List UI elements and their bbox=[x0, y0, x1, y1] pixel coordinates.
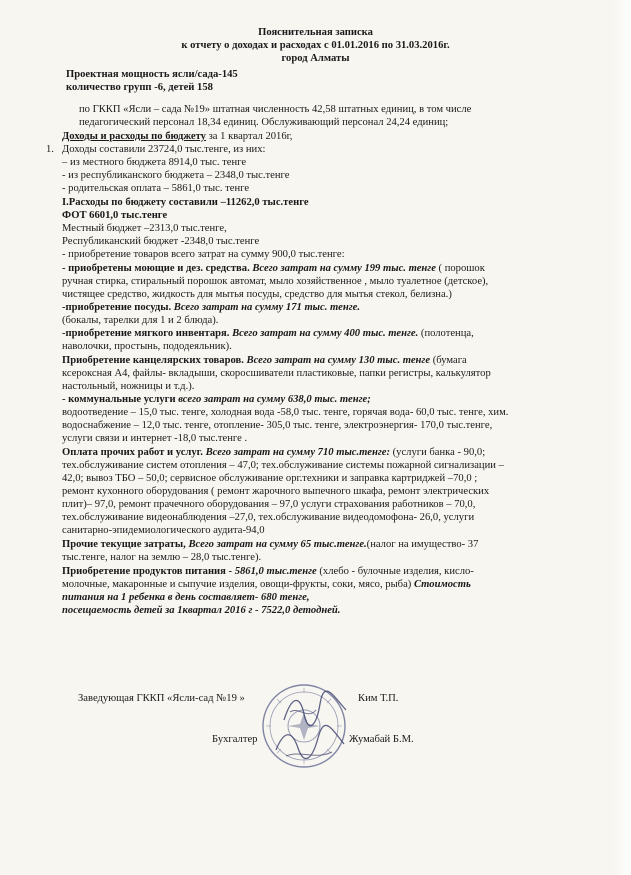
utilities-line-3: водоснабжение – 12,0 тыс. тенге, отопление- 305,0 тыс. тенге, электроэнергия- 170,0 тыс.тенге, bbox=[62, 420, 493, 431]
income-republic: - из республиканского бюджета – 2348,0 тыс.тенге bbox=[62, 170, 290, 181]
other-works-rest: (услуги банка - 90,0; bbox=[389, 447, 486, 458]
other-works-line-4: ремонт кухонного оборудования ( ремонт жарочного выпечного шкафа, ремонт электрических bbox=[62, 486, 490, 497]
detergents-line-3: чистящее средство, жидкость для мытья посуды, средство для мытья стекол, белизна.) bbox=[62, 289, 452, 300]
other-works-sum: Всего затрат на сумму 710 тыс.тенге: bbox=[202, 447, 390, 458]
income-heading bbox=[62, 131, 292, 144]
accountant-name: Жумабай Б.М. bbox=[349, 734, 414, 745]
soft-inventory-sum: Всего затрат на сумму 400 тыс. тенге. bbox=[229, 328, 419, 339]
soft-inventory-rest: (полотенца, bbox=[418, 328, 474, 339]
capacity-line: Проектная мощность ясли/сада-145 bbox=[66, 69, 238, 80]
soft-inventory-line-2: наволочки, простынь, пододеяльник). bbox=[62, 341, 232, 352]
other-works-line-5: плит)– 97,0, ремонт прачечного оборудования – 97,0 услуги страхования работников – 70,0, bbox=[62, 499, 476, 510]
dishes-line-2: (бокалы, тарелки для 1 и 2 блюда). bbox=[62, 315, 219, 326]
director-name: Ким Т.П. bbox=[358, 693, 399, 704]
utilities-bold: - коммунальные услуги bbox=[62, 394, 176, 405]
current-costs-line-1 bbox=[62, 539, 478, 552]
stationery-line-1 bbox=[62, 355, 467, 368]
food-line-4: посещаемость детей за 1квартал 2016 г - 7522,0 детодней. bbox=[62, 605, 341, 616]
utilities-line-1 bbox=[62, 394, 371, 407]
soft-inventory-bold: -приобретение мягкого инвентаря. bbox=[62, 328, 230, 339]
food-sum: 5861,0 тыс.тенге bbox=[232, 566, 317, 577]
stationery-line-2: ксероксная А4, файлы- вкладыши, скоросшиватели пластиковые, папки регистры, калькулятор bbox=[62, 368, 491, 379]
scan-edge-shade bbox=[612, 0, 631, 875]
food-line-1 bbox=[62, 566, 474, 579]
income-heading-bold: Доходы и расходы по бюджету bbox=[62, 131, 206, 142]
food-line-3: питания на 1 ребенка в день составляет- 680 тенге, bbox=[62, 592, 310, 603]
groups-line: количество групп -6, детей 158 bbox=[66, 82, 213, 93]
detergents-bold: - приобретены моющие и дез. средства. bbox=[62, 263, 250, 274]
staff-line-1: по ГККП «Ясли – сада №19» штатная численность 42,58 штатных единиц, в том числе bbox=[79, 104, 472, 115]
other-works-line-1 bbox=[62, 447, 485, 460]
income-parents: - родительская оплата – 5861,0 тыс. тенге bbox=[62, 183, 250, 194]
utilities-line-2: водоотведение – 15,0 тыс. тенге, холодная вода -58,0 тыс. тенге, горячая вода- 60,0 тыс. тенге, хим. bbox=[62, 407, 509, 418]
utilities-sum: всего затрат на сумму 638,0 тыс. тенге; bbox=[175, 394, 371, 405]
dishes-sum: Всего затрат на сумму 171 тыс. тенге. bbox=[171, 302, 360, 313]
expenses-republic: Республиканский бюджет -2348,0 тыс.тенге bbox=[62, 236, 260, 247]
other-works-line-3: 42,0; вывоз ТБО – 50,0; сервисное обслуживание орг.техники и заправка картриджей –70,0 ; bbox=[62, 473, 478, 484]
expenses-fot: ФОТ 6601,0 тыс.тенге bbox=[62, 210, 168, 221]
accountant-signature bbox=[270, 720, 350, 765]
other-works-line-6: тех.обслуживание видеонаблюдения –27,0, тех.обслуживание видеодомофона- 26,0, услуги bbox=[62, 512, 475, 523]
other-works-line-7: санитарно-эпидемиологического аудита-94,0 bbox=[62, 525, 265, 536]
income-heading-rest: за 1 квартал 2016г, bbox=[205, 131, 293, 142]
food-rest: (хлебо - булочные изделия, кисло- bbox=[316, 566, 474, 577]
current-costs-bold: Прочие текущие затраты, bbox=[62, 539, 186, 550]
stationery-line-3: настольный, ножницы и т.д.). bbox=[62, 381, 195, 392]
food-bold: Приобретение продуктов питания - bbox=[62, 566, 233, 577]
utilities-line-4: услуги связи и интернет -18,0 тыс.тенге . bbox=[62, 433, 248, 444]
detergents-line-1 bbox=[62, 263, 485, 276]
dishes-bold: -приобретение посуды. bbox=[62, 302, 172, 313]
stationery-rest: (бумага bbox=[430, 355, 467, 366]
director-label: Заведующая ГККП «Ясли-сад №19 » bbox=[78, 693, 245, 704]
food-items: молочные, макаронные и сыпучие изделия, овощи-фрукты, соки, мясо, рыба) bbox=[62, 579, 412, 590]
detergents-line-2: ручная стирка, стиральный порошок автомат, мыло хозяйственное , мыло туалетное (детское), bbox=[62, 276, 489, 287]
expenses-local: Местный бюджет –2313,0 тыс.тенге, bbox=[62, 223, 227, 234]
income-number: 1. bbox=[46, 144, 54, 155]
detergents-sum: Всего затрат на сумму 199 тыс. тенге bbox=[249, 263, 436, 274]
current-costs-rest: (налог на имущество- 37 bbox=[366, 539, 479, 550]
stationery-bold: Приобретение канцелярских товаров. bbox=[62, 355, 244, 366]
other-works-bold: Оплата прочих работ и услуг. bbox=[62, 447, 203, 458]
soft-inventory-line-1 bbox=[62, 328, 474, 341]
current-costs-sum: Всего затрат на сумму 65 тыс.тенге. bbox=[185, 539, 367, 550]
doc-city: город Алматы bbox=[281, 53, 350, 64]
stationery-sum: Всего затрат на сумму 130 тыс. тенге bbox=[243, 355, 431, 366]
current-costs-line-2: тыс.тенге, налог на землю – 28,0 тыс.тенге). bbox=[62, 552, 262, 563]
dishes-line-1 bbox=[62, 302, 360, 315]
accountant-label: Бухгалтер bbox=[212, 734, 258, 745]
food-line-2 bbox=[62, 579, 471, 592]
expenses-total: I.Расходы по бюджету составили –11262,0 тыс.тенге bbox=[62, 197, 309, 208]
doc-subtitle: к отчету о доходах и расходах с 01.01.2016 по 31.03.2016г. bbox=[181, 40, 450, 51]
detergents-rest: ( порошок bbox=[435, 263, 485, 274]
food-cost-label: Стоимость bbox=[411, 579, 471, 590]
other-works-line-2: тех.обслуживание систем отопления – 47,0; тех.обслуживание системы пожарной сигнализации – bbox=[62, 460, 504, 471]
income-total: Доходы составили 23724,0 тыс.тенге, из них: bbox=[62, 144, 266, 155]
doc-title: Пояснительная записка bbox=[258, 27, 373, 38]
staff-line-2: педагогический персонал 18,34 единиц. Обслуживающий персонал 24,24 единиц; bbox=[79, 117, 449, 128]
expenses-goods: - приобретение товаров всего затрат на сумму 900,0 тыс.тенге: bbox=[62, 249, 345, 260]
income-local: – из местного бюджета 8914,0 тыс. тенге bbox=[62, 157, 247, 168]
